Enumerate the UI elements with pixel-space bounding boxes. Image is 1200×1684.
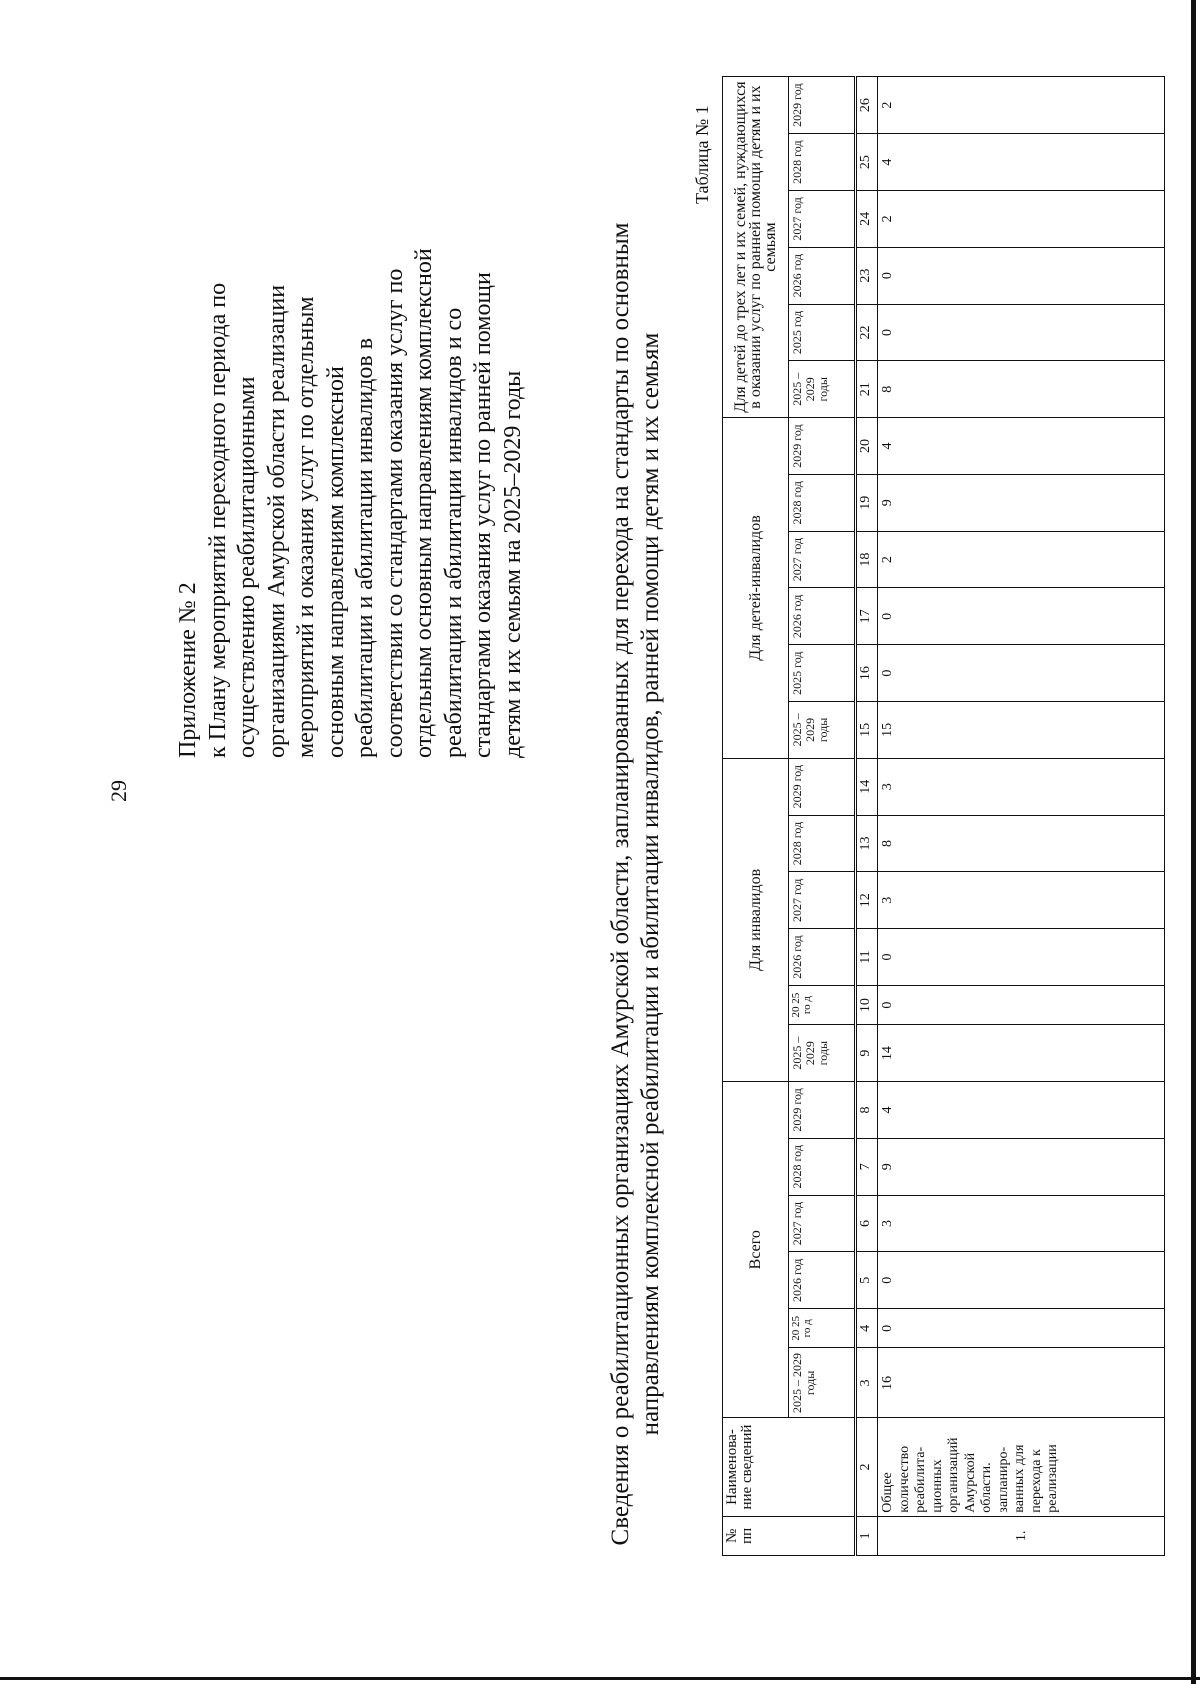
column-number: 8 <box>855 1082 877 1139</box>
col-no-header: № пп <box>723 1516 856 1555</box>
year-header: 2028 год <box>788 474 855 531</box>
column-number: 21 <box>855 361 877 418</box>
appendix-line: Приложение № 2 <box>175 582 201 758</box>
column-number: 23 <box>855 247 877 304</box>
group-header-row <box>723 77 789 1556</box>
year-header-row <box>788 77 855 1556</box>
year-header: 2028 год <box>788 1138 855 1195</box>
year-header: 2026 год <box>788 1252 855 1309</box>
year-header: 2025 – 2029 годы <box>788 702 855 759</box>
table-row <box>878 77 1165 1556</box>
table-cell: 16 <box>878 1348 1165 1418</box>
col-name-header: Наименова-ние сведений <box>723 1418 856 1516</box>
year-header: 2025 год <box>788 304 855 361</box>
column-number: 25 <box>855 134 877 191</box>
table-cell: 0 <box>878 929 1165 986</box>
appendix-line: реабилитации и абилитации инвалидов и со <box>440 307 467 758</box>
table-cell: 15 <box>878 702 1165 759</box>
column-number: 17 <box>855 588 877 645</box>
column-number: 26 <box>855 77 877 134</box>
column-number: 24 <box>855 191 877 248</box>
column-number: 2 <box>855 1418 877 1516</box>
column-number: 10 <box>855 985 877 1024</box>
row-number: 1. <box>878 1516 1165 1555</box>
table-cell: 3 <box>878 1195 1165 1252</box>
appendix-line: стандартами оказания услуг по ранней помощи <box>470 272 496 758</box>
column-number: 19 <box>855 474 877 531</box>
appendix-line: к Плану мероприятий переходного периода по <box>204 282 231 758</box>
table-cell: 0 <box>878 588 1165 645</box>
column-number: 7 <box>855 1138 877 1195</box>
table-cell: 8 <box>878 815 1165 872</box>
table-cell: 4 <box>878 134 1165 191</box>
appendix-line: мероприятий и оказания услуг по отдельным <box>293 296 319 758</box>
appendix-header <box>174 58 528 758</box>
appendix-line: основным направлениям комплексной <box>322 366 349 758</box>
year-header: 2025 – 2029 годы <box>788 1348 855 1418</box>
column-number: 4 <box>855 1309 877 1348</box>
table-label: Таблица № 1 <box>692 105 712 204</box>
table-cell: 14 <box>878 1025 1165 1082</box>
group-header-total: Всего <box>723 1082 789 1418</box>
table-cell: 9 <box>878 474 1165 531</box>
year-header: 2027 год <box>788 531 855 588</box>
column-number: 1 <box>855 1516 877 1555</box>
column-number: 16 <box>855 645 877 702</box>
year-header: 2027 год <box>788 191 855 248</box>
table-cell: 0 <box>878 645 1165 702</box>
table-cell: 0 <box>878 1252 1165 1309</box>
appendix-line: соответствии со стандартами оказания услуг по <box>381 268 408 758</box>
column-number: 14 <box>855 758 877 815</box>
year-header: 2025 – 2029 годы <box>788 361 855 418</box>
appendix-line: реабилитации и абилитации инвалидов в <box>352 337 378 758</box>
table-cell: 2 <box>878 191 1165 248</box>
table-cell: 2 <box>878 531 1165 588</box>
column-number: 22 <box>855 304 877 361</box>
appendix-line: отдельным основным направлениям комплексной <box>411 248 437 758</box>
column-number: 6 <box>855 1195 877 1252</box>
table-cell: 8 <box>878 361 1165 418</box>
year-header: 2026 год <box>788 929 855 986</box>
appendix-line: детям и их семьям на 2025–2029 годы <box>499 370 526 758</box>
column-number: 3 <box>855 1348 877 1418</box>
year-header: 2029 год <box>788 77 855 134</box>
appendix-line: осуществлению реабилитационными <box>234 376 260 758</box>
year-header: 2025 – 2029 годы <box>788 1025 855 1082</box>
column-number-row <box>855 77 877 1556</box>
table-cell: 9 <box>878 1138 1165 1195</box>
year-header: 20 25 го д <box>788 985 855 1024</box>
document-title: Сведения о реабилитационных организациях Амурской области, запланированных для перехода на стандарты по основным направлениям комплексной реабилитации и абилитации инвалидов, ранней помощи детям и их семьям <box>607 222 664 1546</box>
year-header: 2026 год <box>788 247 855 304</box>
year-header: 2027 год <box>788 872 855 929</box>
table-cell: 2 <box>878 77 1165 134</box>
column-number: 18 <box>855 531 877 588</box>
group-header-disabled: Для инвалидов <box>723 758 789 1081</box>
year-header: 20 25 го д <box>788 1309 855 1348</box>
year-header: 2029 год <box>788 758 855 815</box>
table-cell: 4 <box>878 418 1165 475</box>
column-number: 9 <box>855 1025 877 1082</box>
column-number: 15 <box>855 702 877 759</box>
table-cell: 3 <box>878 872 1165 929</box>
year-header: 2029 год <box>788 418 855 475</box>
appendix-line: организациями Амурской области реализации <box>263 284 290 758</box>
data-table <box>722 76 1165 1556</box>
row-name: Общее количество реабилита-ционных организаций Амурской области. запланиро-ванных для перехода к реализации <box>878 1418 1165 1516</box>
page-number: 29 <box>106 780 131 802</box>
year-header: 2026 год <box>788 588 855 645</box>
group-header-disabled-children: Для детей-инвалидов <box>723 418 789 759</box>
column-number: 20 <box>855 418 877 475</box>
group-header-early-help: Для детей до трех лет и их семей, нуждающихся в оказании услуг по ранней помощи детям и их семьям <box>723 77 789 418</box>
column-number: 13 <box>855 815 877 872</box>
table-cell: 0 <box>878 304 1165 361</box>
table-cell: 0 <box>878 985 1165 1024</box>
year-header: 2029 год <box>788 1082 855 1139</box>
year-header: 2028 год <box>788 815 855 872</box>
column-number: 11 <box>855 929 877 986</box>
table-cell: 4 <box>878 1082 1165 1139</box>
year-header: 2025 год <box>788 645 855 702</box>
column-number: 5 <box>855 1252 877 1309</box>
column-number: 12 <box>855 872 877 929</box>
table-cell: 3 <box>878 758 1165 815</box>
year-header: 2027 год <box>788 1195 855 1252</box>
table-cell: 0 <box>878 1309 1165 1348</box>
table-cell: 0 <box>878 247 1165 304</box>
year-header: 2028 год <box>788 134 855 191</box>
